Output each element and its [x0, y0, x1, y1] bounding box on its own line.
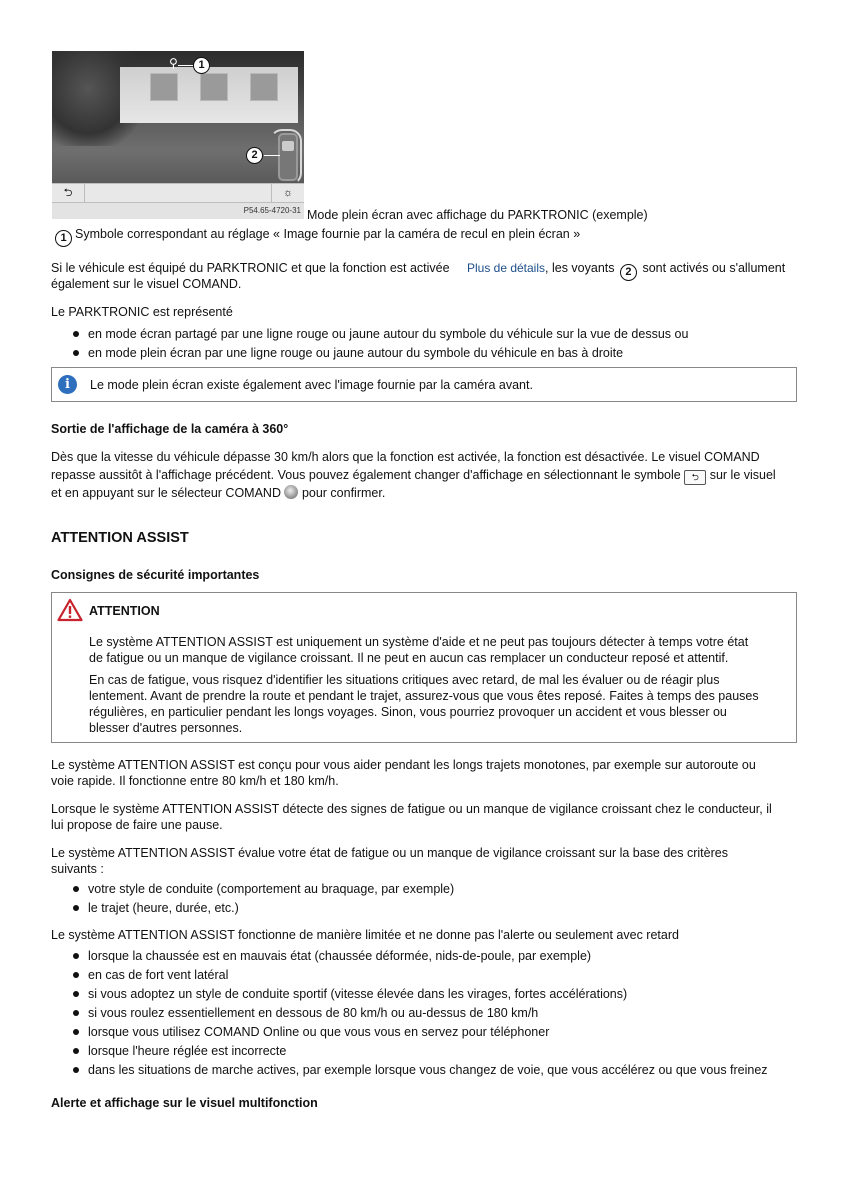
aa-paragraph-2: Lorsque le système ATTENTION ASSIST détecte des signes de fatigue ou un manque de vigilance croissant chez le conducteur, il lui propose de faire une pause. — [51, 802, 772, 832]
warning-box — [51, 592, 797, 743]
list-item: si vous adoptez un style de conduite sportif (vitesse élevée dans les virages, fortes accélérations) — [51, 986, 841, 1005]
safety-heading: Consignes de sécurité importantes — [51, 568, 260, 582]
rear-camera-icon: ⚲ — [169, 56, 178, 70]
warning-title: ATTENTION — [89, 604, 160, 618]
list-item: en mode plein écran par une ligne rouge ou jaune autour du symbole du véhicule en bas à droite — [51, 345, 821, 364]
list-item: en cas de fort vent latéral — [51, 967, 841, 986]
list-item: le trajet (heure, durée, etc.) — [51, 900, 821, 919]
details-link[interactable]: Plus de détails — [466, 261, 546, 275]
camera-figure — [52, 51, 304, 219]
list-item: lorsque vous utilisez COMAND Online ou que vous vous en servez pour téléphoner — [51, 1024, 841, 1043]
callout-1: 1 — [193, 57, 210, 74]
list-item: si vous roulez essentiellement en dessous de 80 km/h ou au-dessus de 180 km/h — [51, 1005, 841, 1024]
aa-paragraph-4: Le système ATTENTION ASSIST fonctionne de manière limitée et ne donne pas l'alerte ou seulement avec retard — [51, 928, 679, 942]
next-heading: Alerte et affichage sur le visuel multifonction — [51, 1096, 318, 1110]
vehicle-symbol-icon — [278, 133, 298, 181]
warning-text-1: Le système ATTENTION ASSIST est uniquement un système d'aide et ne peut pas toujours détecter à temps votre état de fatigue ou un manque de vigilance croissant. Il ne peut en aucun cas remplacer un conducteur reposé et attentif. — [89, 635, 749, 665]
warning-text-2: En cas de fatigue, vous risquez d'identifier les situations critiques avec retard, de mal les évaluer ou de réagir plus lentement. Avant de prendre la route et pendant le trajet, assurez-vous que vous êtes reposé. Faites à temps des pauses régulières, en particulier pendant les longs voyages. Sinon, vous pourriez provoquer un accident et vous blesser ou blesser d'autres personnes. — [89, 673, 759, 735]
attention-assist-heading: ATTENTION ASSIST — [51, 530, 189, 546]
parktronic-paragraph: Si le véhicule est équipé du PARKTRONIC et que la fonction est activée Plus de détails, les voyants 2 sont activés ou s'allument également sur le visuel COMAND. — [51, 261, 786, 291]
comand-controller-icon — [284, 485, 298, 499]
parktronic-intro: Le PARKTRONIC est représenté — [51, 305, 233, 319]
aa-paragraph-1: Le système ATTENTION ASSIST est conçu pour vous aider pendant les longs trajets monotones, par exemple sur autoroute ou voie rapide. Il fonctionne entre 80 km/h et 180 km/h. — [51, 758, 756, 788]
info-note: i Le mode plein écran existe également avec l'image fournie par la caméra avant. — [51, 367, 797, 402]
legend-number-icon: 1 — [55, 230, 72, 247]
exit-heading: Sortie de l'affichage de la caméra à 360° — [51, 422, 289, 436]
back-button-icon: ⮌ — [684, 470, 706, 485]
list-item: lorsque l'heure réglée est incorrecte — [51, 1043, 841, 1062]
list-item: en mode écran partagé par une ligne rouge ou jaune autour du symbole du véhicule sur la vue de dessus ou — [51, 326, 821, 345]
callout-2: 2 — [246, 147, 263, 164]
parktronic-list — [51, 326, 821, 364]
list-item: votre style de conduite (comportement au braquage, par exemple) — [51, 881, 821, 900]
criteria-list — [51, 881, 821, 919]
voyant-number-icon: 2 — [620, 264, 637, 281]
exit-paragraph: Dès que la vitesse du véhicule dépasse 30 km/h alors que la fonction est activée, la fonction est désactivée. Le visuel COMAND repasse aussitôt à l'affichage précédent. Vous pouvez également changer d'affichage en sélectionnant le symbole ⮌ sur le visuel et en appuyant sur le sélecteur COMAND pour confirmer. — [51, 450, 776, 500]
settings-sun-icon[interactable]: ☼ — [271, 184, 304, 202]
list-item: dans les situations de marche actives, par exemple lorsque vous changez de voie, que vous accélérez ou que vous freinez — [51, 1062, 841, 1081]
warning-triangle-icon — [57, 598, 83, 622]
limits-list — [51, 948, 841, 1081]
figure-code: P54.65-4720-31 — [52, 203, 304, 219]
figure-legend: 1 Symbole correspondant au réglage « Image fournie par la caméra de recul en plein écran » — [55, 226, 580, 247]
list-item: lorsque la chaussée est en mauvais état (chaussée déformée, nids-de-poule, par exemple) — [51, 948, 841, 967]
aa-paragraph-3: Le système ATTENTION ASSIST évalue votre état de fatigue ou un manque de vigilance croissant sur la base des critères suivants : — [51, 846, 728, 876]
camera-image — [52, 51, 304, 183]
back-arrow-icon[interactable]: ⮌ — [52, 184, 85, 202]
figure-caption: Mode plein écran avec affichage du PARKTRONIC (exemple) — [307, 208, 648, 222]
camera-toolbar — [52, 183, 304, 203]
info-icon: i — [58, 375, 77, 394]
